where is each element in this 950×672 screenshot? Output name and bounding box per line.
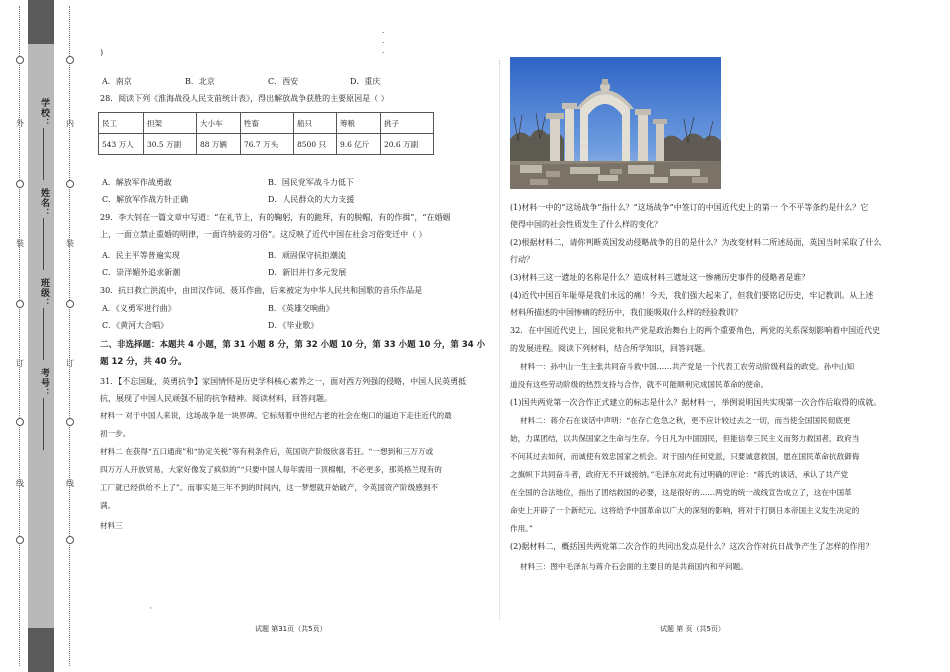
exam-number-fill-line	[43, 398, 44, 450]
q31-material2-line3: 工厂就已经供给不上了”。而事实是三年不到的时间内，这一梦想就开始破产，令英国资产阶级感到不	[100, 483, 439, 492]
seal-circle	[16, 300, 24, 308]
table-cell: 8500 只	[294, 134, 337, 155]
table-header-cell: 担架	[144, 113, 197, 134]
q29-stem-line1: 29．李大钊在一篇文章中写道：“在礼节上，有的鞠躬，有的跪拜，有的脱帽，有的作揖”，“在婚姻	[100, 213, 451, 222]
stray-dot: ·	[382, 29, 385, 37]
q32-material3: 材料三：图中毛泽东与蒋介石会面的主要目的是共商国内和平问题。	[520, 562, 748, 571]
q27-option-b: B．北京	[185, 77, 215, 86]
q28-option-d: D．人民群众的大力支援	[268, 195, 355, 204]
stray-mark: '	[150, 607, 152, 614]
exam-number-label: 考号：	[39, 368, 49, 398]
q28-option-c: C．解放军作战方针正确	[102, 195, 189, 204]
q32-material2-line3: 不问其过去如何，而诚使有效忠国家之机会。对于国内任何党派，只要诚意救国，愿在国民革命抗敌御侮	[510, 452, 860, 461]
q32-material2-line7: 作用。”	[510, 524, 533, 533]
seal-circle	[66, 418, 74, 426]
q31-sub2-line1: (2)根据材料二，请你判断英国发动侵略战争的目的是什么？为改变材料二所述局面，英国当时采取了什么	[510, 238, 882, 247]
q31-stem-line2: 抗，展现了中国人民顽强不屈的抗争精神。阅读材料，回答问题。	[100, 394, 332, 403]
seal-circle	[66, 300, 74, 308]
seal-circle	[66, 56, 74, 64]
q31-material3-label: 材料三	[100, 521, 123, 530]
table-header-cell: 大小车	[197, 113, 241, 134]
q32-material2-line1: 材料二：蒋介石在谈话中声明：“在存亡危急之秋，更不应计较过去之一切，而当使全国国民彻底更	[520, 416, 851, 425]
q28-option-a: A．解放军作战勇敢	[102, 178, 172, 187]
stray-dot: ·	[382, 39, 385, 47]
seal-circle	[16, 56, 24, 64]
q31-sub1-line2: 使得中国的社会性质发生了什么样的变化？	[510, 220, 662, 229]
seal-circle	[16, 180, 24, 188]
q30-option-d: D．《毕业歌》	[268, 321, 319, 330]
table-header-cell: 筹粮	[337, 113, 381, 134]
q30-option-a: A．《义勇军进行曲》	[102, 304, 176, 313]
column-divider	[499, 60, 500, 620]
outer-char: 装	[16, 239, 24, 248]
table-cell: 30.5 万副	[144, 134, 197, 155]
table-header-row	[99, 113, 434, 134]
table-row	[99, 134, 434, 155]
q31-material1-line1: 材料一 对于中国人来说，这场战争是一块界碑。它标刻着中世纪古老的社会在炮口的逼迫下走往近代的最	[100, 411, 452, 420]
q32-material1-line2: 道没有这些劳动阶级的热烈支持与合作，就不可能顺利完成国民革命的使命。	[510, 380, 769, 389]
left-page-footer: 试题 第31页（共5页）	[255, 625, 327, 633]
q31-sub3: (3)材料三这一遗址的名称是什么？造成材料三遗址这一惨痛历史事件的侵略者是谁？	[510, 273, 810, 282]
outer-char: 线	[16, 479, 24, 488]
table-cell: 543 万人	[99, 134, 144, 155]
section2-heading-line1: 二、非选择题：本题共 4 小题，第 31 小题 8 分，第 32 小题 10 分，第 33 小题 10 分，第 34 小	[100, 340, 486, 350]
outer-char: 订	[16, 359, 24, 368]
q30-stem: 30．抗日救亡洪流中，由田汉作词、聂耳作曲，后来被定为中华人民共和国歌的音乐作品是	[100, 286, 423, 295]
q32-stem-line2: 的发展进程。阅读下列材料，结合所学知识，回答问题。	[510, 344, 710, 353]
stray-paren: )	[100, 48, 104, 57]
yuanmingyuan-ruins-photo	[510, 57, 721, 189]
q28-stem: 28．阅读下列《淮海战役人民支前统计表》，得出解放战争获胜的主要原因是（ ）	[100, 94, 389, 103]
q31-sub2-line2: 行动？	[510, 255, 534, 264]
q32-sub1: (1)国共两党第一次合作正式建立的标志是什么？据材料一，举例说明国共实现第一次合作后取得的成就。	[510, 398, 882, 407]
q29-option-d: D．新旧并行多元发展	[268, 268, 347, 277]
q32-stem-line1: 32．在中国近代史上，国民党和共产党是政治舞台上的两个重要角色，两党的关系深刻影响着中国近代史	[510, 326, 881, 335]
inner-seal-line	[69, 6, 70, 666]
outer-char: 外	[16, 119, 24, 128]
q32-material2-line5: 在全国的合法地位，指出了团结救国的必要，这是很好的……两党的统一战线宣告成立了，这在中国革	[510, 488, 852, 497]
q28-stats-table	[98, 112, 434, 155]
q31-material2-line2: 四万万人开放贸易，大家好像发了疯似的”“只要中国人每年需用一顶棉帽，不必更多，那英格兰现有的	[100, 465, 442, 474]
q30-option-b: B．《英雄交响曲》	[268, 304, 334, 313]
table-header-cell: 民工	[99, 113, 144, 134]
q29-stem-line2: 上，一面立禁止重婚的明律，一面许纳妾的习俗”。这反映了近代中国在社会习俗变迁中（ ）	[100, 230, 427, 239]
seal-circle	[66, 536, 74, 544]
class-fill-line	[43, 308, 44, 360]
seal-circle	[66, 180, 74, 188]
q31-sub1-line1: (1)材料一中的“这场战争”指什么？“这场战争”中签订的中国近代史上的第一 个不平等条约是什么？它	[510, 203, 869, 212]
section2-heading-line2: 题 12 分，共 40 分。	[100, 357, 187, 367]
q31-stem-line1: 31．【不忘国耻，英勇抗争】家国情怀是历史学科核心素养之一，面对西方列强的侵略，中国人民英勇抵	[100, 377, 467, 386]
margin-block-bottom	[28, 628, 54, 672]
q32-material1-line1: 材料一：孙中山一生主张共同奋斗救中国……共产党是一个代表工农劳动阶级利益的政党。孙中山知	[520, 362, 855, 371]
margin-block-top	[28, 0, 54, 44]
inner-char: 装	[66, 239, 74, 248]
school-label: 学校：	[39, 98, 49, 128]
table-header-cell: 船只	[294, 113, 337, 134]
name-fill-line	[43, 218, 44, 270]
inner-char: 订	[66, 359, 74, 368]
q29-option-c: C．崇洋媚外追求新潮	[102, 268, 181, 277]
table-cell: 88 万辆	[197, 134, 241, 155]
seal-circle	[16, 536, 24, 544]
school-fill-line	[43, 128, 44, 180]
q28-option-b: B．国民党军战斗力低下	[268, 178, 354, 187]
table-cell: 76.7 万头	[241, 134, 294, 155]
table-cell: 20.6 万副	[381, 134, 434, 155]
stray-dot: ·	[382, 49, 385, 57]
q29-option-b: B．顽固保守抗拒潮流	[268, 251, 346, 260]
q32-material2-line6: 命史上开辟了一个新纪元。这将给予中国革命以广大的深刻的影响，将对于打倒日本帝国主义发生决定的	[510, 506, 860, 515]
q31-material1-line2: 初一步。	[100, 429, 131, 438]
q32-material2-line4: 之旗帜下共同奋斗者，政府无不开诚接纳。”毛泽东对此有过明确的评论：“蒋氏的谈话，承认了共产党	[510, 470, 849, 479]
q31-material2-line4: 满。	[100, 501, 116, 510]
inner-char: 内	[66, 119, 74, 128]
q31-sub4-line1: (4)近代中国百年耻辱是我们永远的痛！今天，我们强大起来了，但我们要铭记历史，牢记教训。从上述	[510, 291, 874, 300]
table-cell: 9.6 亿斤	[337, 134, 381, 155]
q30-option-c: C．《黄河大合唱》	[102, 321, 169, 330]
q32-material2-line2: 始，力谋团结，以共保国家之生命与生存。今日凡为中国国民，但能信奉三民主义而努力救国者，政府当	[510, 434, 860, 443]
q31-sub4-line2: 材料所描述的中国惨痛的经历中，我们能吸取什么样的经验教训？	[510, 308, 742, 317]
right-page-footer: 试题 第 页（共5页）	[660, 625, 725, 633]
class-label: 班级：	[39, 278, 49, 308]
q27-option-d: D．重庆	[350, 77, 381, 86]
q32-sub2: (2)据材料二，概括国共两党第二次合作的共同出发点是什么？这次合作对抗日战争产生了怎样的作用？	[510, 542, 874, 551]
q29-option-a: A．民主平等普遍实现	[102, 251, 180, 260]
q27-option-c: C．西安	[268, 77, 299, 86]
table-header-cell: 牲畜	[241, 113, 294, 134]
outer-seal-line	[19, 6, 20, 666]
inner-char: 线	[66, 479, 74, 488]
q31-material2-line1: 材料二 在获得“五口通商”和“协定关税”等有利条件后，英国资产阶级欣喜若狂。“一想到和三万万或	[100, 447, 434, 456]
name-label: 姓名：	[39, 188, 49, 218]
seal-circle	[16, 418, 24, 426]
q27-option-a: A．南京	[102, 77, 132, 86]
table-header-cell: 挑子	[381, 113, 434, 134]
